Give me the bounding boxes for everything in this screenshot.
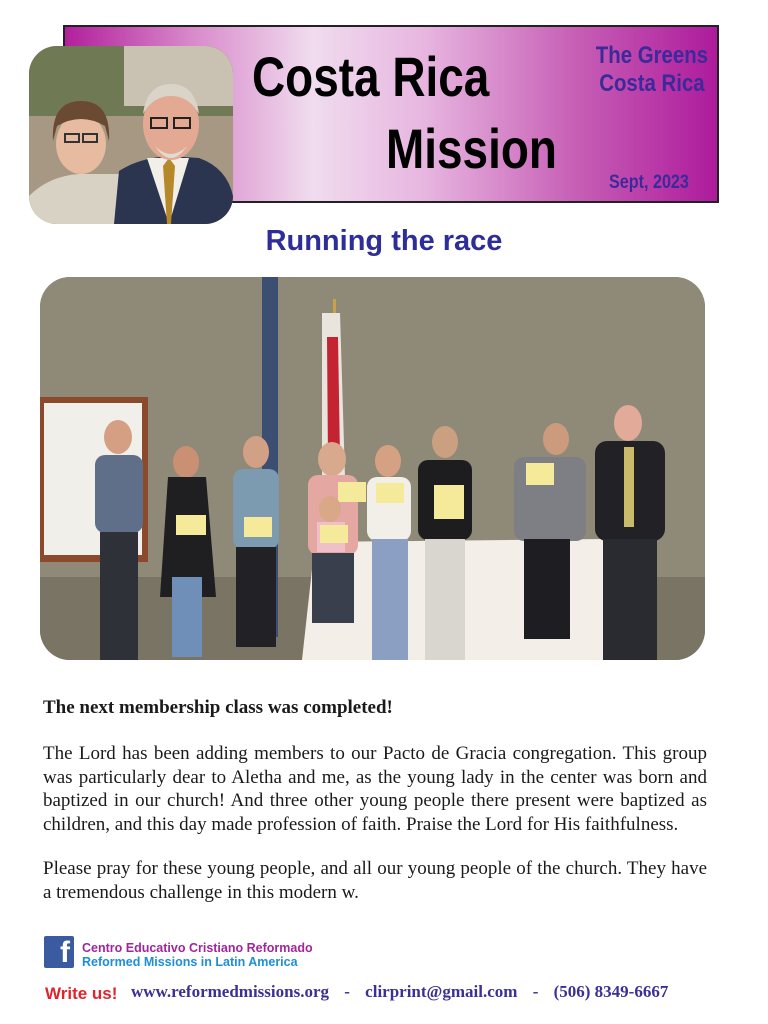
portrait-image xyxy=(29,46,233,224)
facebook-icon-glyph: f xyxy=(60,936,70,969)
newsletter-title-line1: Costa Rica xyxy=(252,45,490,108)
org-name: Centro Educativo Cristiano Reformado xyxy=(82,941,313,955)
location-line2: Costa Rica xyxy=(599,70,705,97)
contact-separator: - xyxy=(344,982,350,1001)
website-link[interactable]: www.reformedmissions.org xyxy=(131,982,329,1001)
facebook-icon[interactable] xyxy=(44,936,74,968)
portrait-photo xyxy=(29,46,233,224)
contact-line xyxy=(131,982,668,1002)
article-headline: Running the race xyxy=(265,225,503,257)
org-subtitle: Reformed Missions in Latin America xyxy=(82,955,298,969)
write-us-label: Write us! xyxy=(45,984,118,1003)
article-paragraph-1: The Lord has been adding members to our Pacto de Gracia congregation. This group was particularly dear to Aletha and me, as the young lady in the center was born and baptized in our church! And three other young people there present were baptized as children, and this day made profession of faith. Praise the Lord for His faithfulness. xyxy=(43,743,707,835)
issue-date: Sept, 2023 xyxy=(609,172,689,193)
newsletter-title-line2: Mission xyxy=(386,117,557,180)
group-photo-image xyxy=(40,277,705,660)
article-subhead: The next membership class was completed! xyxy=(43,697,393,718)
location-line1: The Greens xyxy=(595,42,708,69)
article-paragraph-2: Please pray for these young people, and all our young people of the church. They have a tremendous challenge in this modern w. xyxy=(43,858,707,903)
email-link[interactable]: clirprint@gmail.com xyxy=(365,982,518,1001)
phone-number: (506) 8349-6667 xyxy=(553,982,669,1001)
contact-separator: - xyxy=(532,982,539,1001)
location-block xyxy=(596,42,708,98)
group-photo xyxy=(40,277,705,660)
